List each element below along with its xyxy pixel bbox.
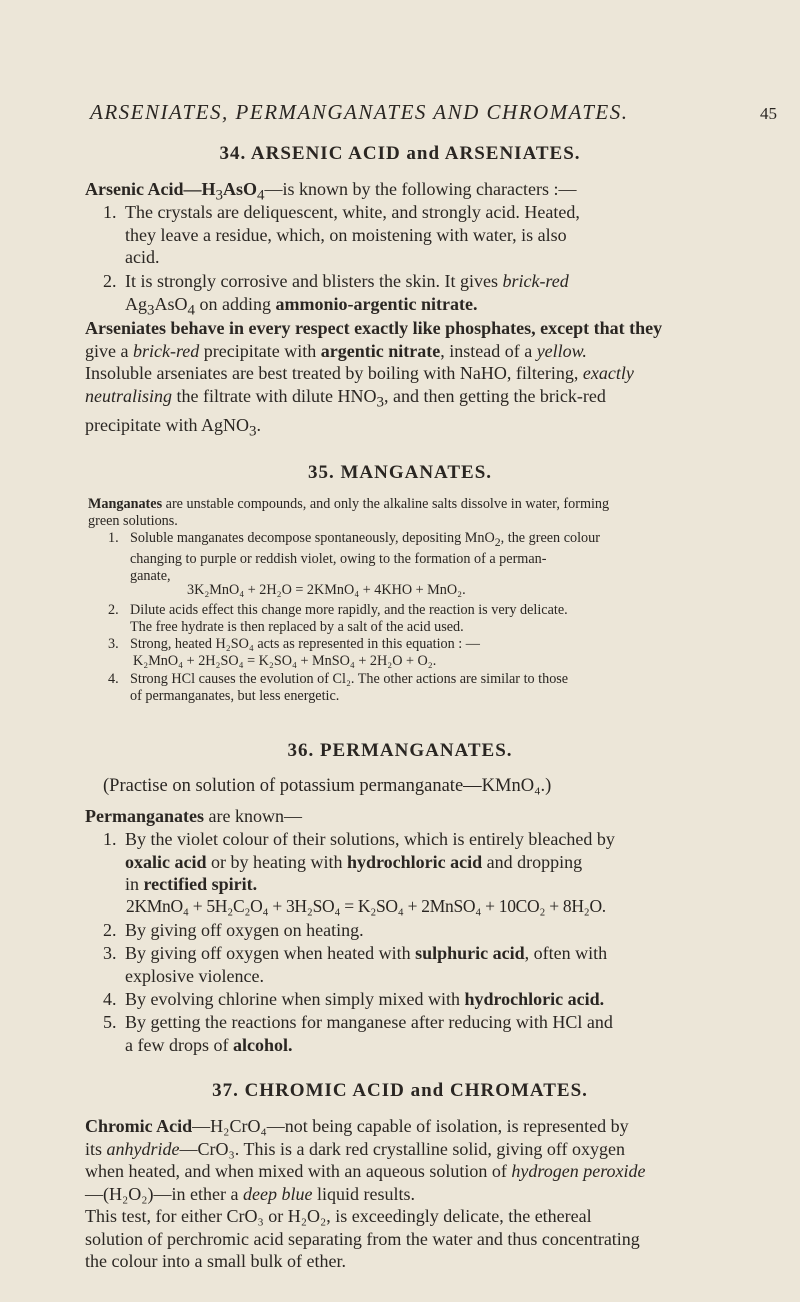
manganates-equation-2: K₂MnO₄ + 2H₂SO₄ = K₂SO₄ + MnSO₄ + 2H₂O + O₂.: [133, 653, 437, 669]
page-number: 45: [760, 104, 777, 123]
manganates-item-3: 3. Strong, heated H₂SO₄ acts as represented in this equation : —: [108, 636, 480, 652]
manganates-item-4: 4. Strong HCl causes the evolution of Cl₂. The other actions are similar to those of permanganates, but less energetic.: [108, 671, 569, 704]
section-34-heading: 34. ARSENIC ACID and ARSENIATES.: [219, 143, 581, 164]
manganates-item-2: 2. Dilute acids effect this change more rapidly, and the reaction is very delicate. The free hydrate is then replaced by a salt of the acid used.: [108, 602, 568, 635]
arsenic-acid-intro: Arsenic $Acid—H_3AsO_4—is$ known by the following characters :—: [85, 179, 577, 204]
section-36-heading: 36. PERMANGANATES.: [287, 740, 513, 761]
section-37-heading: 37. CHROMIC ACID and CHROMATES.: [212, 1080, 588, 1101]
arsenic-item-2: 2. It is strongly corrosive and blisters the skin. It gives brick-red $Ag_3AsO_4$ on adding ammonio-argentic nitrate.: [103, 271, 569, 319]
section-35-heading: 35. MANGANATES.: [307, 462, 493, 483]
chromic-acid-paragraph: Chromic Acid—H₂CrO₄—not being capable of isolation, is represented by its anhydride—CrO₃. This is a dark red crystalline solid, giving off oxygen when heated, and when mixed with an aqueous solution of hydrogen peroxide —(H₂O₂)—in ether a deep blue liquid results. This test, for either CrO₃ or H₂O₂, is exceedingly delicate, the ethereal solution of perchromic acid separating from the water and thus concentrating the colour into a small bulk of ether.: [85, 1116, 646, 1271]
permanganates-equation: 2KMnO₄ + 5H₂C₂O₄ + 3H₂SO₄ = K₂SO₄ + 2MnSO₄ + 10CO₂ + 8H₂O.: [126, 896, 606, 916]
running-title: ARSENIATES, PERMANGANATES AND CHROMATES.: [90, 100, 629, 124]
manganates-item-1: 1. Soluble manganates decompose spontaneously, depositing MnO$_2$, the green colour changing to purple or reddish violet, owing to the formation of a perman- ganate,: [108, 530, 600, 584]
permanganates-item-1: 1. By the violet colour of their solutions, which is entirely bleached by oxalic acid or by heating with hydrochloric acid and dropping in rectified spirit.: [103, 829, 615, 894]
permanganates-item-5: 5. By getting the reactions for manganese after reducing with HCl and a few drops of alcohol.: [103, 1012, 613, 1055]
manganates-intro: Manganates are unstable compounds, and only the alkaline salts dissolve in water, forming green solutions.: [88, 496, 610, 529]
permanganates-item-2: 2. By giving off oxygen on heating.: [103, 920, 364, 940]
permanganates-intro: Permanganates are known—: [85, 806, 302, 826]
arsenic-item-1: 1. The crystals are deliquescent, white, and strongly acid. Heated, they leave a residue, which, on moistening with water, is also acid.: [103, 202, 580, 267]
permanganates-note: (Practise on solution of potassium permanganate—KMnO₄.): [103, 776, 552, 796]
permanganates-item-4: 4. By evolving chlorine when simply mixed with hydrochloric acid.: [103, 989, 605, 1009]
permanganates-item-3: 3. By giving off oxygen when heated with sulphuric acid, often with explosive violence.: [103, 943, 608, 986]
manganates-equation-1: 3K₂MnO₄ + 2H₂O = 2KMnO₄ + 4KHO + MnO₂.: [187, 582, 466, 598]
arseniates-paragraph: Arseniates behave in every respect exactly like phosphates, except that they give a brick-red precipitate with argentic nitrate, instead of a yellow. Insoluble arseniates are best treated by boiling with NaHO, filtering, exactly neutralising the filtrate with dilute $HNO_3$, and then getting the brick-red precipitate with AgNO$_3$.: [85, 318, 663, 440]
